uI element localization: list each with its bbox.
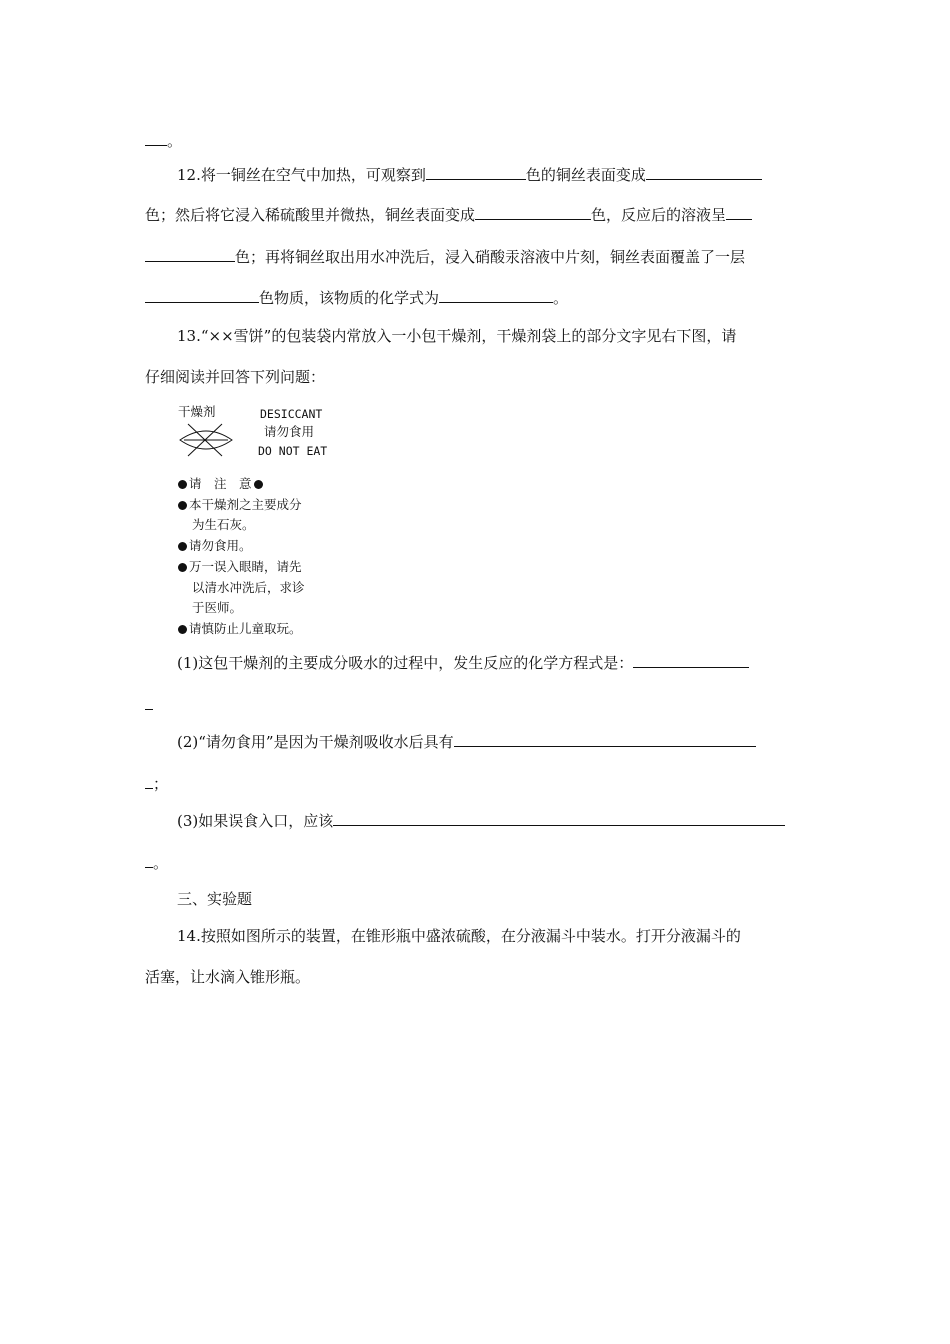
q12-text-4a: 色物质，该物质的化学式为	[259, 289, 440, 307]
q12-text-2a: 色；然后将它浸入稀硫酸里并微热，铜丝表面变成	[145, 206, 476, 224]
answer-blank	[145, 694, 153, 710]
label-bullet-4	[178, 621, 302, 637]
q13-part-3-text: (3)如果误食入口，应该	[177, 812, 334, 830]
label-bullet-3-text-c: 于医师。	[192, 600, 243, 615]
q14-text-2: 活塞，让水滴入锥形瓶。	[145, 968, 311, 986]
answer-blank	[475, 204, 591, 220]
q12-text-1a: 12.将一铜丝在空气中加热，可观察到	[177, 166, 426, 184]
q12-line-3	[145, 246, 745, 267]
q13-part-2	[177, 731, 756, 752]
label-en-desiccant: DESICCANT	[260, 407, 323, 421]
q13-part-2-end: ；	[153, 775, 169, 793]
label-do-not-eat-cn: 请勿食用	[264, 424, 315, 439]
q12-text-1b: 色的铜丝表面变成	[525, 166, 646, 184]
q13-text-1: 13.“××雪饼”的包装袋内常放入一小包干燥剂，干燥剂袋上的部分文字见右下图，请	[177, 327, 737, 345]
label-bullet-4-text: 请慎防止儿童取玩。	[189, 621, 302, 636]
q12-line-1	[177, 164, 762, 185]
answer-blank	[145, 130, 167, 146]
q14-line-1	[177, 926, 741, 946]
answer-blank	[145, 773, 153, 789]
q13-part-3-cont	[145, 852, 168, 873]
answer-blank	[145, 287, 259, 303]
bullet-icon	[178, 625, 187, 634]
q13-part-3-end: 。	[153, 854, 169, 872]
q13-part-2-text: (2)“请勿食用”是因为干燥剂吸收水后具有	[177, 733, 454, 751]
label-bullet-2-text: 请勿食用。	[189, 538, 252, 553]
q13-line-2	[145, 367, 325, 387]
q13-part-3	[177, 810, 785, 831]
section-heading	[177, 889, 252, 909]
label-notice	[178, 476, 265, 492]
answer-blank	[145, 852, 153, 868]
label-name: 干燥剂	[178, 404, 216, 419]
bullet-icon	[178, 501, 187, 510]
label-bullet-3	[178, 559, 302, 575]
answer-blank	[426, 164, 526, 180]
no-eating-icon	[178, 420, 234, 460]
q13-part-2-cont	[145, 773, 168, 794]
q12-text-2b: 色，反应后的溶液呈	[591, 206, 727, 224]
label-bullet-3-text-b: 以清水冲洗后，求诊	[192, 580, 305, 595]
answer-blank	[646, 164, 762, 180]
q12-line-4	[145, 287, 568, 308]
q13-part-1	[177, 652, 749, 673]
label-en-do-not-eat: DO NOT EAT	[258, 444, 328, 458]
answer-blank	[333, 810, 785, 826]
label-notice-text: 请 注 意	[189, 476, 252, 491]
bullet-icon	[254, 480, 263, 489]
label-bullet-2	[178, 538, 252, 554]
q11-end-punct: 。	[167, 132, 183, 150]
section-heading-text: 三、实验题	[177, 890, 253, 908]
answer-blank	[633, 652, 749, 668]
bullet-icon	[178, 563, 187, 572]
bullet-icon	[178, 542, 187, 551]
answer-blank	[439, 287, 553, 303]
q13-part-1-cont	[145, 694, 153, 715]
q13-part-1-text: (1)这包干燥剂的主要成分吸水的过程中，发生反应的化学方程式是：	[177, 654, 634, 672]
bullet-icon	[178, 480, 187, 489]
label-bullet-3-text-a: 万一误入眼睛，请先	[189, 559, 302, 574]
label-bullet-1-text-b: 为生石灰。	[192, 517, 255, 532]
q14-line-2	[145, 967, 310, 987]
q12-text-4b: 。	[553, 289, 569, 307]
label-bullet-1	[178, 497, 302, 513]
q13-line-1	[177, 326, 736, 346]
answer-blank	[726, 204, 752, 220]
q12-text-3: 色；再将铜丝取出用水冲洗后，浸入硝酸汞溶液中片刻，铜丝表面覆盖了一层	[235, 248, 746, 266]
q11-end-line	[145, 130, 182, 151]
q12-line-2	[145, 204, 752, 225]
answer-blank	[145, 246, 235, 262]
q14-text-1: 14.按照如图所示的装置，在锥形瓶中盛浓硫酸，在分液漏斗中装水。打开分液漏斗的	[177, 927, 741, 945]
q13-text-2: 仔细阅读并回答下列问题：	[145, 368, 326, 386]
label-bullet-1-text-a: 本干燥剂之主要成分	[189, 497, 302, 512]
answer-blank	[454, 731, 756, 747]
desiccant-label-figure	[178, 402, 348, 642]
